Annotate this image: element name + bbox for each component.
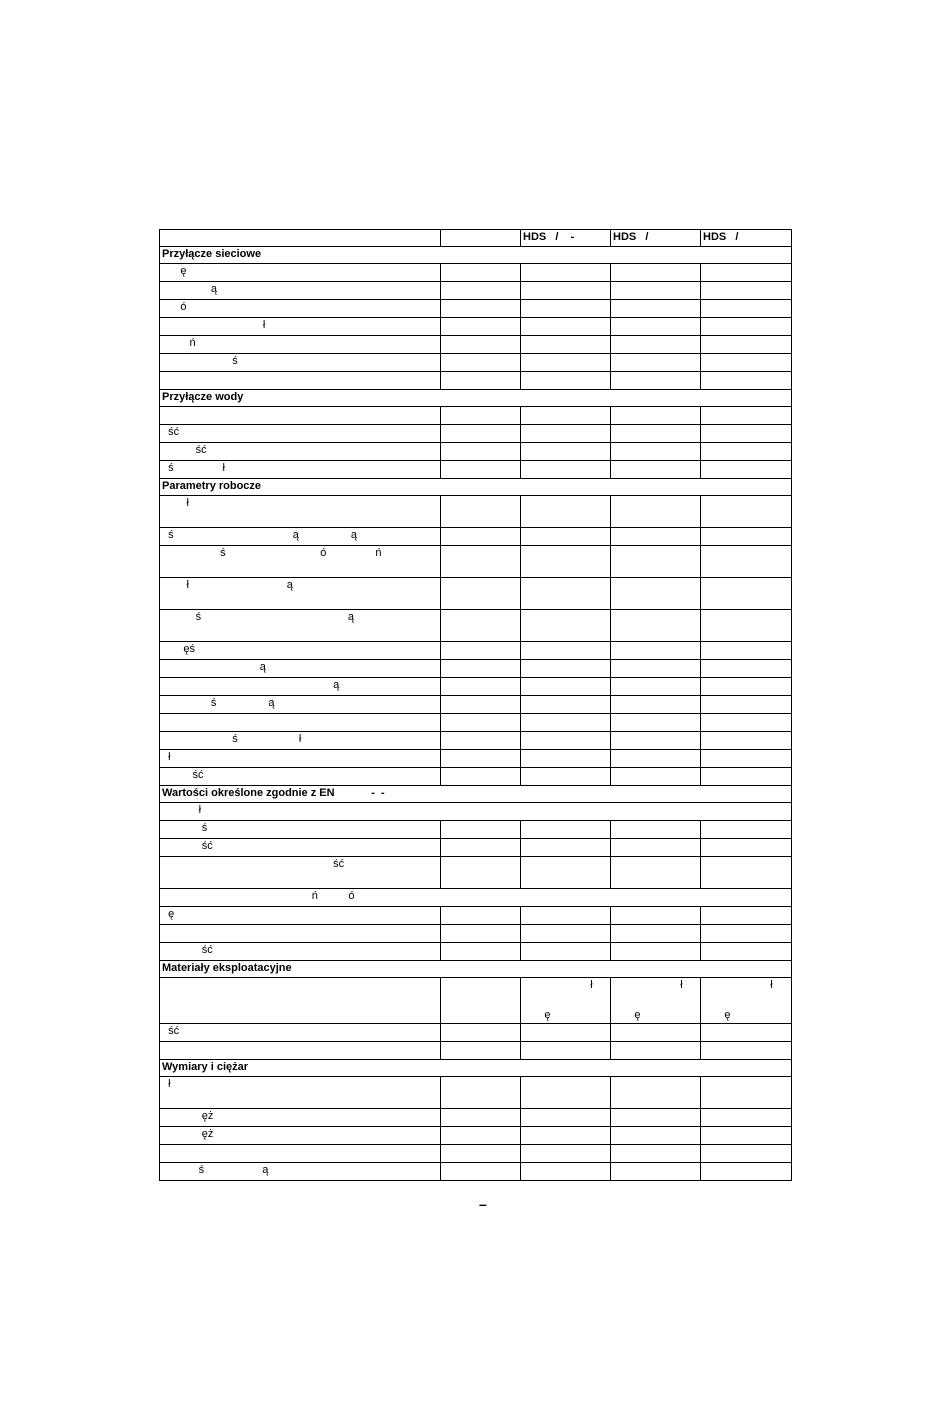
row-value-model-3 <box>701 425 792 443</box>
section-title: Wartości określone zgodnie z EN - - <box>160 786 792 803</box>
row-value-model-3 <box>701 857 792 889</box>
row-value-model-1 <box>521 925 611 943</box>
row-value-model-2 <box>611 1077 701 1109</box>
row-value-model-1 <box>521 282 611 300</box>
row-value-model-3 <box>701 443 792 461</box>
table-row <box>160 889 792 907</box>
row-value-model-1 <box>521 857 611 889</box>
table-row <box>160 714 792 732</box>
row-value-model-3 <box>701 1024 792 1042</box>
row-label: ł <box>160 496 441 528</box>
row-unit <box>441 750 521 768</box>
row-value-model-2 <box>611 696 701 714</box>
row-label <box>160 925 441 943</box>
row-unit <box>441 407 521 425</box>
row-label <box>160 372 441 390</box>
row-value-model-1 <box>521 839 611 857</box>
row-label: ęż <box>160 1127 441 1145</box>
row-value-model-3 <box>701 750 792 768</box>
section-header-row <box>160 961 792 978</box>
row-value-model-3 <box>701 546 792 578</box>
table-row <box>160 750 792 768</box>
row-value-model-2 <box>611 1024 701 1042</box>
section-title: Materiały eksploatacyjne <box>160 961 792 978</box>
header-cell-model-2: HDS / <box>611 230 701 247</box>
section-title: Przyłącze sieciowe <box>160 247 792 264</box>
table-row <box>160 336 792 354</box>
row-label: ę <box>160 264 441 282</box>
row-value-model-1 <box>521 528 611 546</box>
row-value-model-3 <box>701 282 792 300</box>
row-unit <box>441 461 521 479</box>
table-row <box>160 546 792 578</box>
row-label: ł ą <box>160 578 441 610</box>
row-value-model-2 <box>611 943 701 961</box>
row-label <box>160 714 441 732</box>
row-unit <box>441 496 521 528</box>
row-label: ęż <box>160 1109 441 1127</box>
row-value-model-2 <box>611 546 701 578</box>
row-value-model-1 <box>521 372 611 390</box>
row-unit <box>441 714 521 732</box>
row-value-model-3 <box>701 696 792 714</box>
row-label: ą <box>160 660 441 678</box>
row-unit <box>441 546 521 578</box>
row-value-model-3 <box>701 336 792 354</box>
row-value-model-3 <box>701 1109 792 1127</box>
row-value-model-3 <box>701 839 792 857</box>
row-label <box>160 978 441 1024</box>
row-value-model-1 <box>521 750 611 768</box>
row-value-model-3: ł ę <box>701 978 792 1024</box>
row-value-model-2 <box>611 528 701 546</box>
row-value-model-1 <box>521 300 611 318</box>
row-unit <box>441 318 521 336</box>
row-value-model-3 <box>701 907 792 925</box>
row-unit <box>441 578 521 610</box>
row-value-model-3 <box>701 407 792 425</box>
row-value-model-2 <box>611 372 701 390</box>
row-label <box>160 1042 441 1060</box>
row-value-model-1 <box>521 264 611 282</box>
table-row <box>160 264 792 282</box>
row-label: ść <box>160 425 441 443</box>
row-unit <box>441 839 521 857</box>
row-value-model-3 <box>701 372 792 390</box>
table-row <box>160 1145 792 1163</box>
spec-table <box>159 229 792 1181</box>
row-label: ó <box>160 300 441 318</box>
row-unit <box>441 264 521 282</box>
table-row <box>160 857 792 889</box>
table-row <box>160 578 792 610</box>
table-row <box>160 1163 792 1181</box>
row-value-model-2 <box>611 839 701 857</box>
row-label: ęś <box>160 642 441 660</box>
table-row <box>160 282 792 300</box>
row-unit <box>441 978 521 1024</box>
row-value-model-3 <box>701 678 792 696</box>
row-value-model-1 <box>521 578 611 610</box>
row-value-model-2 <box>611 282 701 300</box>
table-row <box>160 803 792 821</box>
row-unit <box>441 1109 521 1127</box>
row-value-model-2 <box>611 857 701 889</box>
row-value-model-3 <box>701 1077 792 1109</box>
row-label: ś ą <box>160 696 441 714</box>
row-label: ł <box>160 318 441 336</box>
row-value-model-1 <box>521 610 611 642</box>
row-value-model-2 <box>611 425 701 443</box>
table-row <box>160 1109 792 1127</box>
row-value-model-1 <box>521 1163 611 1181</box>
row-label: ń <box>160 336 441 354</box>
row-unit <box>441 943 521 961</box>
row-value-model-2 <box>611 642 701 660</box>
row-value-model-1 <box>521 1024 611 1042</box>
row-unit <box>441 925 521 943</box>
row-label: ł <box>160 750 441 768</box>
row-label: ść <box>160 943 441 961</box>
row-value-model-1 <box>521 678 611 696</box>
row-value-model-1 <box>521 696 611 714</box>
row-value-model-1 <box>521 425 611 443</box>
row-value-model-3 <box>701 1145 792 1163</box>
table-row <box>160 1024 792 1042</box>
row-label-wide: ł <box>160 803 792 821</box>
row-value-model-1 <box>521 461 611 479</box>
row-value-model-1 <box>521 714 611 732</box>
row-label: ą <box>160 282 441 300</box>
row-label: ą <box>160 678 441 696</box>
row-label <box>160 407 441 425</box>
table-row <box>160 443 792 461</box>
row-unit <box>441 696 521 714</box>
row-value-model-3 <box>701 943 792 961</box>
row-value-model-3 <box>701 300 792 318</box>
row-unit <box>441 425 521 443</box>
row-value-model-1 <box>521 318 611 336</box>
row-value-model-1 <box>521 546 611 578</box>
row-value-model-3 <box>701 1163 792 1181</box>
row-value-model-1 <box>521 768 611 786</box>
row-label: ść <box>160 857 441 889</box>
row-value-model-2 <box>611 336 701 354</box>
row-label: ść <box>160 768 441 786</box>
row-unit <box>441 1042 521 1060</box>
row-value-model-3 <box>701 821 792 839</box>
spec-table-body <box>160 247 792 1181</box>
row-value-model-3 <box>701 264 792 282</box>
row-value-model-3 <box>701 1127 792 1145</box>
header-cell-model-1: HDS / - <box>521 230 611 247</box>
row-value-model-2 <box>611 1109 701 1127</box>
row-value-model-2 <box>611 1163 701 1181</box>
table-row <box>160 1127 792 1145</box>
table-row <box>160 768 792 786</box>
row-value-model-2 <box>611 750 701 768</box>
row-value-model-2 <box>611 821 701 839</box>
row-label: ść <box>160 839 441 857</box>
row-unit <box>441 768 521 786</box>
table-row <box>160 496 792 528</box>
table-row <box>160 300 792 318</box>
row-value-model-2 <box>611 354 701 372</box>
row-value-model-1 <box>521 496 611 528</box>
table-row <box>160 696 792 714</box>
table-row <box>160 660 792 678</box>
row-value-model-1 <box>521 443 611 461</box>
row-unit <box>441 300 521 318</box>
row-value-model-3 <box>701 578 792 610</box>
row-value-model-2 <box>611 496 701 528</box>
row-unit <box>441 678 521 696</box>
row-value-model-2 <box>611 300 701 318</box>
row-label: ś ł <box>160 732 441 750</box>
row-value-model-3 <box>701 660 792 678</box>
row-unit <box>441 282 521 300</box>
row-value-model-2 <box>611 907 701 925</box>
row-label: ł <box>160 1077 441 1109</box>
row-label <box>160 1145 441 1163</box>
section-header-row <box>160 786 792 803</box>
table-row <box>160 1042 792 1060</box>
table-row <box>160 907 792 925</box>
row-unit <box>441 354 521 372</box>
row-unit <box>441 336 521 354</box>
table-row <box>160 318 792 336</box>
row-value-model-1 <box>521 407 611 425</box>
row-label: ś <box>160 821 441 839</box>
row-value-model-2 <box>611 678 701 696</box>
row-value-model-3 <box>701 768 792 786</box>
row-value-model-3 <box>701 354 792 372</box>
row-value-model-1 <box>521 642 611 660</box>
row-value-model-3 <box>701 732 792 750</box>
row-value-model-1 <box>521 732 611 750</box>
table-row <box>160 461 792 479</box>
row-value-model-2 <box>611 1042 701 1060</box>
row-value-model-2 <box>611 1145 701 1163</box>
row-value-model-1 <box>521 1077 611 1109</box>
row-value-model-1 <box>521 354 611 372</box>
row-unit <box>441 1077 521 1109</box>
row-unit <box>441 443 521 461</box>
row-value-model-3 <box>701 610 792 642</box>
row-label-wide: ń ó <box>160 889 792 907</box>
row-value-model-2 <box>611 660 701 678</box>
row-value-model-3 <box>701 642 792 660</box>
table-row <box>160 978 792 1024</box>
row-value-model-1 <box>521 1145 611 1163</box>
row-value-model-2 <box>611 264 701 282</box>
row-unit <box>441 907 521 925</box>
table-row <box>160 610 792 642</box>
row-value-model-1 <box>521 943 611 961</box>
row-value-model-2 <box>611 407 701 425</box>
row-unit <box>441 857 521 889</box>
table-row <box>160 678 792 696</box>
row-label: ś ó ń <box>160 546 441 578</box>
row-value-model-3 <box>701 461 792 479</box>
row-label: ę <box>160 907 441 925</box>
row-unit <box>441 610 521 642</box>
row-value-model-2 <box>611 461 701 479</box>
row-value-model-2 <box>611 714 701 732</box>
table-row <box>160 925 792 943</box>
row-label: ś ą <box>160 610 441 642</box>
row-unit <box>441 732 521 750</box>
section-title: Parametry robocze <box>160 479 792 496</box>
row-value-model-3 <box>701 496 792 528</box>
header-row <box>160 230 792 247</box>
table-row <box>160 732 792 750</box>
row-unit <box>441 1145 521 1163</box>
table-row <box>160 372 792 390</box>
row-label: ś ł <box>160 461 441 479</box>
row-value-model-3 <box>701 318 792 336</box>
section-header-row <box>160 479 792 496</box>
table-row <box>160 528 792 546</box>
row-label: ść <box>160 443 441 461</box>
section-title: Przyłącze wody <box>160 390 792 407</box>
section-header-row <box>160 247 792 264</box>
row-value-model-3 <box>701 925 792 943</box>
row-value-model-2 <box>611 443 701 461</box>
row-value-model-2 <box>611 732 701 750</box>
page-footer-dash: – <box>479 1196 487 1212</box>
row-value-model-1 <box>521 821 611 839</box>
header-cell-model-3: HDS / <box>701 230 792 247</box>
row-value-model-1 <box>521 1109 611 1127</box>
table-row <box>160 943 792 961</box>
table-row <box>160 821 792 839</box>
row-unit <box>441 642 521 660</box>
row-label: ś ą ą <box>160 528 441 546</box>
section-header-row <box>160 1060 792 1077</box>
row-unit <box>441 1024 521 1042</box>
header-cell-label <box>160 230 441 247</box>
row-value-model-1: ł ę <box>521 978 611 1024</box>
row-unit <box>441 1163 521 1181</box>
row-value-model-1 <box>521 660 611 678</box>
table-row <box>160 425 792 443</box>
row-value-model-2 <box>611 925 701 943</box>
table-row <box>160 642 792 660</box>
row-value-model-1 <box>521 1042 611 1060</box>
row-value-model-2 <box>611 610 701 642</box>
row-unit <box>441 372 521 390</box>
row-value-model-2 <box>611 1127 701 1145</box>
row-value-model-2 <box>611 768 701 786</box>
row-value-model-2 <box>611 578 701 610</box>
row-unit <box>441 821 521 839</box>
row-value-model-1 <box>521 336 611 354</box>
row-unit <box>441 660 521 678</box>
row-value-model-1 <box>521 1127 611 1145</box>
table-row <box>160 839 792 857</box>
row-label: ś ą <box>160 1163 441 1181</box>
table-row <box>160 1077 792 1109</box>
table-row <box>160 407 792 425</box>
header-cell-unit <box>441 230 521 247</box>
section-title: Wymiary i ciężar <box>160 1060 792 1077</box>
row-unit <box>441 528 521 546</box>
row-value-model-3 <box>701 528 792 546</box>
row-label: ś <box>160 354 441 372</box>
row-label: ść <box>160 1024 441 1042</box>
row-unit <box>441 1127 521 1145</box>
row-value-model-2 <box>611 318 701 336</box>
table-row <box>160 354 792 372</box>
row-value-model-3 <box>701 1042 792 1060</box>
row-value-model-3 <box>701 714 792 732</box>
row-value-model-1 <box>521 907 611 925</box>
section-header-row <box>160 390 792 407</box>
row-value-model-2: ł ę <box>611 978 701 1024</box>
